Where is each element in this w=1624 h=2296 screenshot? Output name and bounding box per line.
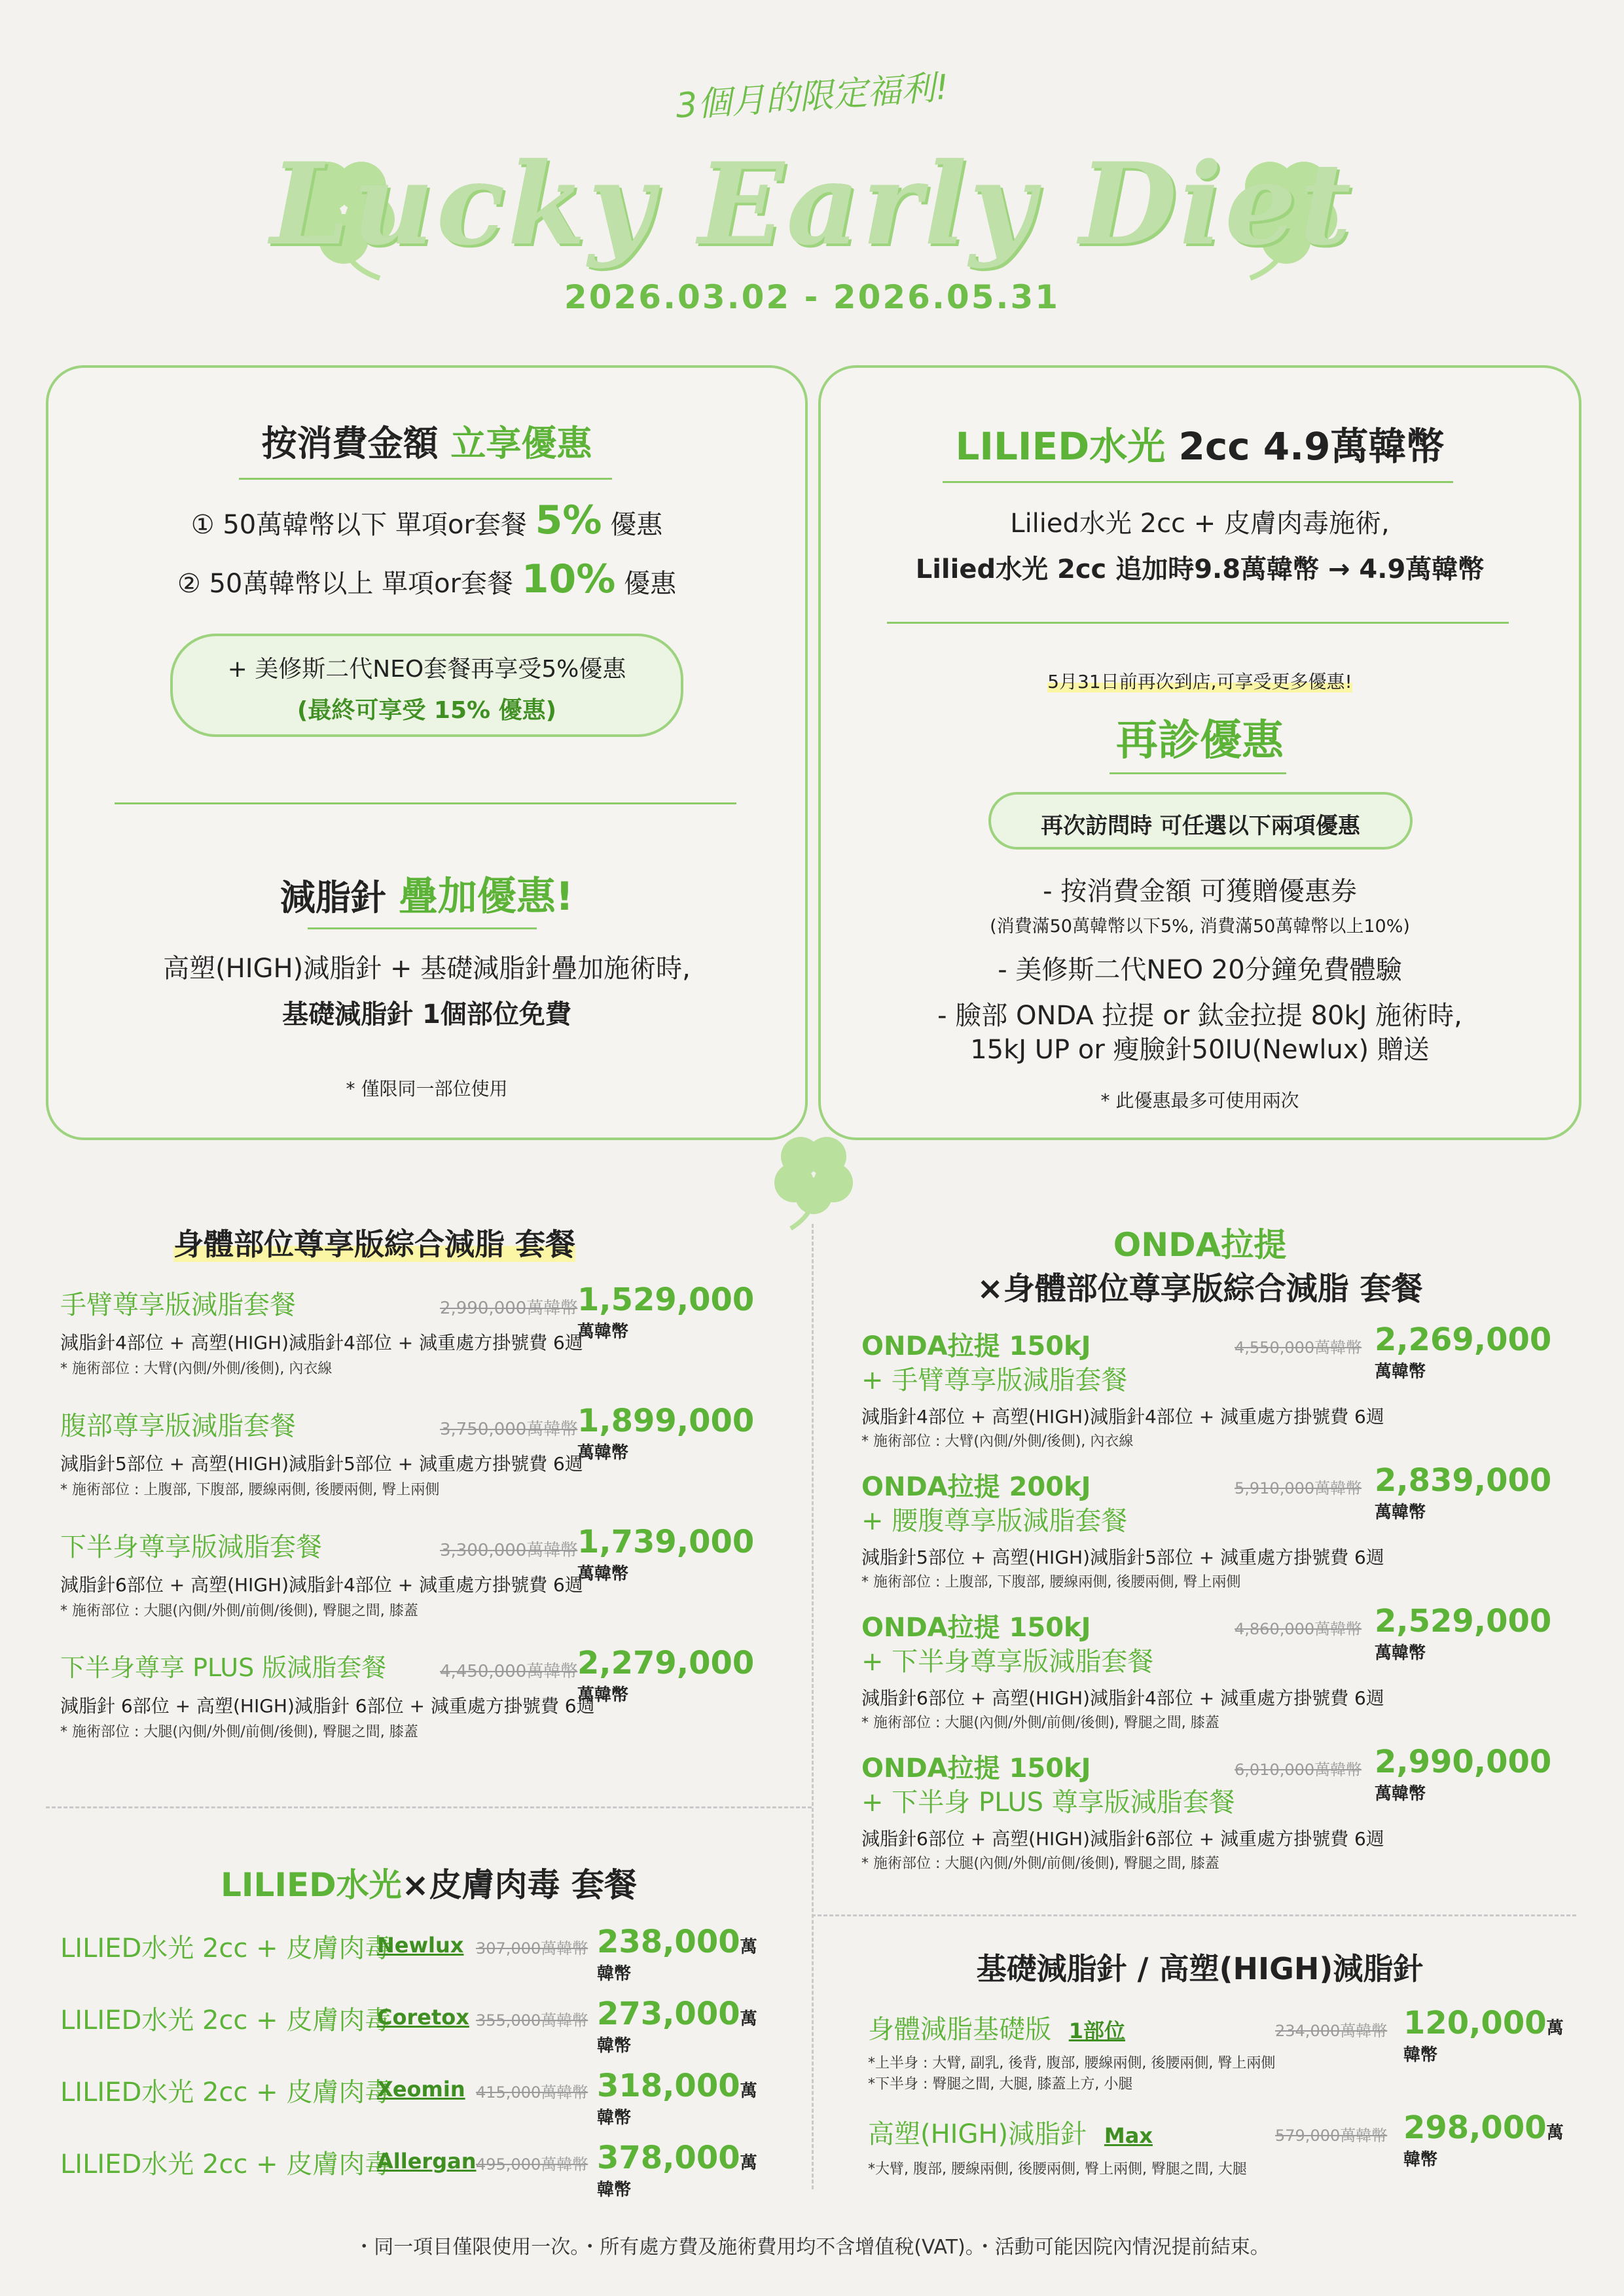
item-name: ONDA拉提 150kJ [861, 1331, 1091, 1361]
list-item [60, 1640, 767, 1761]
sale-price: 2,279,000 [577, 1645, 755, 1681]
divider [239, 478, 612, 480]
list-item [861, 1462, 1568, 1607]
list-item [868, 2111, 1568, 2189]
left-card-title-highlight: 立享優惠 [450, 423, 592, 464]
original-price: 579,000萬韓幣 [1275, 2126, 1388, 2145]
lilied-title-brand: LILIED水光 [955, 424, 1166, 469]
list-item [60, 2140, 767, 2215]
item-name-sub: + 下半身 PLUS 尊享版減脂套餐 [861, 1787, 1235, 1818]
item-name: ONDA拉提 150kJ [861, 1753, 1091, 1784]
price-unit: 萬韓幣 [597, 2009, 757, 2056]
revisit-note-text: 5月31日前再次到店,可享受更多優惠! [1047, 671, 1352, 692]
neo-bonus-pill [170, 634, 683, 737]
divider-horizontal [812, 1914, 1576, 1916]
price-unit: 萬韓幣 [1403, 2123, 1564, 2170]
price-unit: 萬韓幣 [1375, 1362, 1426, 1382]
price-unit: 萬韓幣 [1375, 1503, 1426, 1522]
list-item [861, 1603, 1568, 1748]
sale-price: 1,739,000 [577, 1524, 755, 1560]
original-price: 234,000萬韓幣 [1275, 2022, 1388, 2040]
item-note: * 施術部位 : 大腿(內側/外側/前側/後側), 臀腿之間, 膝蓋 [861, 1856, 1219, 1872]
original-price: 5,910,000萬韓幣 [1235, 1479, 1362, 1498]
item-description: 減脂針4部位 + 高塑(HIGH)減脂針4部位 + 減重處方掛號費 6週 [60, 1332, 583, 1354]
body-section-title [173, 1221, 575, 1264]
item-description: 減脂針6部位 + 高塑(HIGH)減脂針6部位 + 減重處方掛號費 6週 [861, 1828, 1384, 1850]
neo-bonus-line-2: (最終可享受 15% 優惠) [297, 697, 557, 724]
footer-note: ・同一項目僅限使用一次。・所有處方費及施術費用均不含增值稅(VAT)。・活動可能因院內情況提前結束。 [354, 2236, 1270, 2259]
price-unit: 萬韓幣 [577, 1564, 629, 1584]
sale-price: 318,000 [597, 2068, 740, 2104]
list-item [60, 2068, 767, 2144]
original-price: 4,450,000萬韓幣 [440, 1662, 578, 1681]
stack-line-1: 高塑(HIGH)減脂針 + 基礎減脂針疊加施術時, [163, 954, 691, 984]
left-card-title-prefix: 按消費金額 [261, 423, 439, 464]
item-name: 腹部尊享版減脂套餐 [60, 1411, 296, 1441]
discount-line-2-suffix: 優惠 [624, 569, 677, 599]
price-unit: 萬韓幣 [597, 2153, 757, 2200]
original-price: 2,990,000萬韓幣 [440, 1299, 578, 1318]
lilied-item-list [60, 1924, 767, 2215]
sale-price: 298,000 [1403, 2109, 1547, 2146]
item-note: * 施術部位 : 上腹部, 下腹部, 腰線兩側, 後腰兩側, 臀上兩側 [60, 1482, 440, 1498]
revisit-pill-text: 再次訪問時 可任選以下兩項優惠 [1041, 813, 1360, 839]
discount-line-1-text: ① 50萬韓幣以下 單項or套餐 [190, 510, 527, 540]
benefit-3-line-1: - 臉部 ONDA 拉提 or 鈦金拉提 80kJ 施術時, [937, 1001, 1462, 1031]
item-name: 高塑(HIGH)減脂針 [868, 2119, 1087, 2149]
list-item [60, 1397, 767, 1518]
benefit-2: - 美修斯二代NEO 20分鐘免費體驗 [998, 955, 1402, 985]
clover-icon-center [771, 1127, 856, 1232]
sale-price: 2,990,000 [1375, 1744, 1552, 1780]
divider [115, 802, 736, 804]
headline: Lucky Early Diet [270, 137, 1354, 270]
list-item [868, 2006, 1568, 2111]
sale-price: 120,000 [1403, 2005, 1547, 2041]
divider [1110, 772, 1286, 774]
date-range: 2026.03.02 - 2026.05.31 [564, 278, 1060, 316]
item-brand: 1部位 [1068, 2018, 1125, 2043]
benefit-1-note: (消費滿50萬韓幣以下5%, 消費滿50萬韓幣以上10%) [990, 916, 1410, 937]
body-section-title-text: 身體部位尊享版綜合減脂 套餐 [173, 1227, 576, 1262]
list-item [861, 1321, 1568, 1466]
lilied-line-2: Lilied水光 2cc 追加時9.8萬韓幣 → 4.9萬韓幣 [915, 554, 1485, 584]
price-unit: 萬韓幣 [1403, 2018, 1564, 2065]
neo-bonus-line-1: + 美修斯二代NEO套餐再享受5%優惠 [227, 656, 626, 683]
benefit-3-line-2: 15kJ UP or 瘦臉針50IU(Newlux) 贈送 [970, 1035, 1430, 1065]
item-brand: Max [1104, 2123, 1153, 2148]
original-price: 415,000萬韓幣 [476, 2083, 588, 2102]
stack-title-highlight: 疊加優惠! [398, 874, 574, 920]
item-note: * 施術部位 : 大臂(內側/外側/後側), 內衣線 [861, 1433, 1134, 1450]
item-brand: Allergan [377, 2149, 477, 2174]
item-name: LILIED水光 2cc + 皮膚肉毒 [60, 2005, 391, 2036]
item-note: * 施術部位 : 大臂(內側/外側/後側), 內衣線 [60, 1361, 333, 1377]
item-name-sub: + 下半身尊享版減脂套餐 [861, 1647, 1154, 1677]
item-name: 下半身尊享版減脂套餐 [60, 1532, 322, 1562]
lilied-title-rest: 2cc 4.9萬韓幣 [1178, 424, 1445, 469]
item-note: * 施術部位 : 大腿(內側/外側/前側/後側), 臀腿之間, 膝蓋 [60, 1603, 418, 1619]
stack-title [46, 865, 808, 922]
item-name: 身體減脂基礎版 [868, 2015, 1051, 2045]
body-item-list [60, 1276, 767, 1761]
sale-price: 1,529,000 [577, 1282, 755, 1318]
item-description: 減脂針4部位 + 高塑(HIGH)減脂針4部位 + 減重處方掛號費 6週 [861, 1406, 1384, 1427]
price-unit: 萬韓幣 [577, 1322, 629, 1342]
sale-price: 1,899,000 [577, 1403, 755, 1439]
discount-line-1 [46, 497, 808, 543]
list-item [60, 1924, 767, 2000]
discount-line-1-suffix: 優惠 [610, 510, 663, 540]
discount-line-2-text: ② 50萬韓幣以上 單項or套餐 [177, 569, 514, 599]
stack-note: * 僅限同一部位使用 [346, 1078, 508, 1100]
divider [308, 927, 537, 929]
sale-price: 238,000 [597, 1924, 740, 1960]
original-price: 355,000萬韓幣 [476, 2011, 588, 2030]
item-note: * 施術部位 : 大腿(內側/外側/前側/後側), 臀腿之間, 膝蓋 [60, 1724, 418, 1740]
item-name: ONDA拉提 200kJ [861, 1472, 1091, 1502]
revisit-note [821, 668, 1579, 694]
item-brand: Xeomin [377, 2077, 465, 2102]
list-item [60, 1518, 767, 1640]
sale-price: 273,000 [597, 1996, 740, 2032]
item-brand: Coretox [377, 2005, 469, 2030]
discount-line-2 [46, 556, 808, 602]
left-card-title [46, 416, 808, 466]
discount-percent-10: 10% [521, 556, 616, 602]
item-description: 減脂針6部位 + 高塑(HIGH)減脂針4部位 + 減重處方掛號費 6週 [861, 1687, 1384, 1709]
original-price: 6,010,000萬韓幣 [1235, 1761, 1362, 1779]
lilied-section-brand: LILIED水光 [221, 1866, 402, 1904]
sale-price: 2,269,000 [1375, 1321, 1552, 1358]
price-unit: 萬韓幣 [1375, 1784, 1426, 1804]
original-price: 3,300,000萬韓幣 [440, 1541, 578, 1560]
divider-horizontal [46, 1806, 812, 1808]
item-note: * 施術部位 : 上腹部, 下腹部, 腰線兩側, 後腰兩側, 臀上兩側 [861, 1574, 1241, 1590]
item-name: 下半身尊享 PLUS 版減脂套餐 [60, 1653, 387, 1682]
sale-price: 2,839,000 [1375, 1462, 1552, 1499]
item-name-row [868, 2009, 1125, 2046]
price-unit: 萬韓幣 [577, 1685, 629, 1705]
price-unit: 萬韓幣 [577, 1443, 629, 1463]
sale-price: 2,529,000 [1375, 1603, 1552, 1640]
onda-item-list [861, 1321, 1568, 1888]
item-name-sub: + 手臂尊享版減脂套餐 [861, 1365, 1128, 1395]
item-description: 減脂針5部位 + 高塑(HIGH)減脂針5部位 + 減重處方掛號費 6週 [861, 1547, 1384, 1568]
item-description: 減脂針5部位 + 高塑(HIGH)減脂針5部位 + 減重處方掛號費 6週 [60, 1453, 583, 1475]
onda-section-title-2: ×身體部位尊享版綜合減脂 套餐 [977, 1270, 1423, 1307]
revisit-pill [988, 792, 1413, 850]
tagline: 3個月的限定福利! [674, 67, 950, 126]
divider [943, 481, 1453, 483]
price-unit: 萬韓幣 [597, 1937, 757, 1984]
basic-item-list [868, 2006, 1568, 2189]
item-note: * 施術部位 : 大腿(內側/外側/前側/後側), 臀腿之間, 膝蓋 [861, 1715, 1219, 1731]
divider [887, 622, 1509, 624]
item-note: *大臂, 腹部, 腰線兩側, 後腰兩側, 臀上兩側, 臀腿之間, 大腿 [868, 2161, 1247, 2178]
sale-price: 378,000 [597, 2140, 740, 2176]
benefit-1: - 按消費金額 可獲贈優惠券 [1043, 876, 1357, 906]
item-name: ONDA拉提 150kJ [861, 1613, 1091, 1643]
price-unit: 萬韓幣 [1375, 1643, 1426, 1663]
item-description: 減脂針6部位 + 高塑(HIGH)減脂針4部位 + 減重處方掛號費 6週 [60, 1574, 583, 1596]
lilied-title [821, 416, 1579, 471]
lilied-line-1: Lilied水光 2cc + 皮膚肉毒施術, [1010, 509, 1390, 539]
discount-percent-5: 5% [535, 497, 602, 543]
item-note: *下半身 : 臀腿之間, 大腿, 膝蓋上方, 小腿 [868, 2076, 1133, 2092]
lilied-section-rest: ×皮膚肉毒 套餐 [401, 1866, 637, 1904]
list-item [861, 1744, 1568, 1888]
list-item [60, 1996, 767, 2072]
original-price: 495,000萬韓幣 [476, 2155, 588, 2174]
price-unit: 萬韓幣 [597, 2081, 757, 2128]
lilied-section-title [46, 1859, 812, 1906]
item-brand: Newlux [377, 1933, 464, 1958]
item-name: LILIED水光 2cc + 皮膚肉毒 [60, 2149, 391, 2179]
item-name: LILIED水光 2cc + 皮膚肉毒 [60, 2077, 391, 2108]
revisit-title: 再診優惠 [1116, 717, 1284, 765]
original-price: 307,000萬韓幣 [476, 1939, 588, 1958]
item-description: 減脂針 6部位 + 高塑(HIGH)減脂針 6部位 + 減重處方掛號費 6週 [60, 1695, 595, 1717]
item-name-row [868, 2113, 1153, 2151]
original-price: 4,860,000萬韓幣 [1235, 1620, 1362, 1638]
basic-section-title: 基礎減脂針 / 高塑(HIGH)減脂針 [976, 1951, 1424, 1986]
item-name-sub: + 腰腹尊享版減脂套餐 [861, 1506, 1128, 1536]
list-item [60, 1276, 767, 1397]
onda-section-title-1: ONDA拉提 [1113, 1226, 1287, 1264]
right-card-note: * 此優惠最多可使用兩次 [1100, 1090, 1299, 1111]
original-price: 3,750,000萬韓幣 [440, 1420, 578, 1439]
item-name: LILIED水光 2cc + 皮膚肉毒 [60, 1933, 391, 1964]
divider-vertical [812, 1224, 814, 2189]
stack-line-2: 基礎減脂針 1個部位免費 [282, 999, 571, 1030]
stack-title-prefix: 減脂針 [280, 877, 386, 918]
original-price: 4,550,000萬韓幣 [1235, 1338, 1362, 1357]
item-name: 手臂尊享版減脂套餐 [60, 1290, 296, 1320]
item-note: *上半身 : 大臂, 副乳, 後背, 腹部, 腰線兩側, 後腰兩側, 臀上兩側 [868, 2055, 1276, 2072]
